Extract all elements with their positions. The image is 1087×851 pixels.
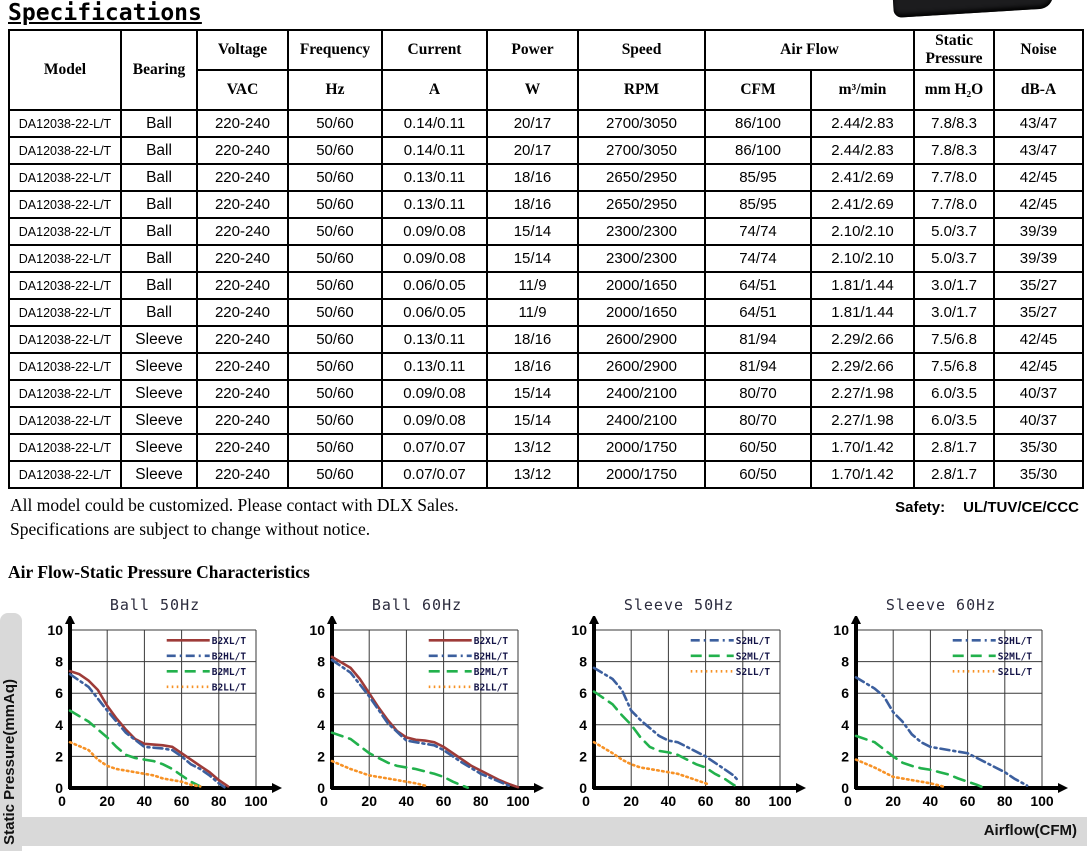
table-cell: 2650/2950	[578, 191, 705, 218]
table-cell: Ball	[121, 218, 197, 245]
table-cell: 2.44/2.83	[811, 137, 914, 164]
table-cell: 74/74	[705, 245, 811, 272]
table-cell: 20/17	[487, 137, 578, 164]
table-cell: 50/60	[288, 353, 382, 380]
header-power-unit: W	[487, 70, 578, 110]
table-cell: 7.8/8.3	[914, 137, 994, 164]
table-cell: 0.07/0.07	[382, 461, 487, 488]
x-tick-label: 60	[173, 793, 190, 809]
header-voltage: Voltage	[197, 30, 288, 70]
legend-label: B2HL/T	[473, 651, 509, 663]
table-cell: 2600/2900	[578, 326, 705, 353]
y-axis-arrow-icon	[327, 616, 337, 624]
table-cell: DA12038-22-L/T	[9, 380, 121, 407]
table-cell: 220-240	[197, 461, 288, 488]
header-airflow: Air Flow	[705, 30, 914, 70]
table-cell: 2300/2300	[578, 245, 705, 272]
table-cell: 0.06/0.05	[382, 299, 487, 326]
table-cell: 35/30	[994, 461, 1083, 488]
x-tick-label: 0	[582, 793, 590, 809]
header-frequency-unit: Hz	[288, 70, 382, 110]
table-cell: 0.09/0.08	[382, 380, 487, 407]
safety-value: UL/TUV/CE/CCC	[963, 499, 1079, 516]
y-tick-label: 8	[55, 653, 63, 670]
table-cell: 1.81/1.44	[811, 272, 914, 299]
x-tick-label: 20	[99, 793, 115, 809]
y-tick-label: 2	[579, 748, 587, 765]
charts-row	[24, 596, 1072, 828]
chart-title: Ball 50Hz	[109, 596, 201, 614]
table-row	[9, 110, 1083, 137]
table-cell: 42/45	[994, 326, 1083, 353]
table-cell: DA12038-22-L/T	[9, 353, 121, 380]
table-cell: 64/51	[705, 272, 811, 299]
table-cell: 18/16	[487, 164, 578, 191]
x-axis-arrow-icon	[534, 783, 544, 793]
chart-ball-60hz	[286, 596, 548, 828]
table-cell: 0.13/0.11	[382, 191, 487, 218]
table-row	[9, 164, 1083, 191]
table-cell: 2.27/1.98	[811, 380, 914, 407]
table-cell: 7.5/6.8	[914, 353, 994, 380]
legend-label: B2XL/T	[211, 635, 247, 647]
x-tick-label: 20	[361, 793, 377, 809]
table-cell: 2650/2950	[578, 164, 705, 191]
table-cell: 80/70	[705, 380, 811, 407]
table-row	[9, 191, 1083, 218]
table-cell: 0.14/0.11	[382, 110, 487, 137]
y-axis-arrow-icon	[65, 616, 75, 624]
table-cell: 15/14	[487, 380, 578, 407]
table-row	[9, 380, 1083, 407]
header-current-unit: A	[382, 70, 487, 110]
table-cell: 6.0/3.5	[914, 407, 994, 434]
table-row	[9, 434, 1083, 461]
legend-label: B2ML/T	[211, 666, 247, 678]
header-bearing: Bearing	[121, 30, 197, 110]
note-customization: All model could be customized. Please contact with DLX Sales.	[10, 495, 459, 515]
table-cell: 50/60	[288, 434, 382, 461]
section-title: Air Flow-Static Pressure Characteristics	[8, 562, 310, 582]
table-cell: 15/14	[487, 407, 578, 434]
y-axis-strip	[0, 613, 22, 851]
legend-label: B2LL/T	[473, 682, 509, 694]
table-cell: 50/60	[288, 380, 382, 407]
legend-label: B2ML/T	[473, 666, 509, 678]
table-cell: 43/47	[994, 137, 1083, 164]
x-tick-label: 40	[136, 793, 153, 809]
table-cell: DA12038-22-L/T	[9, 110, 121, 137]
chart-series-B2ML/T	[70, 711, 200, 787]
table-cell: DA12038-22-L/T	[9, 326, 121, 353]
chart-canvas	[26, 616, 282, 828]
table-cell: 5.0/3.7	[914, 245, 994, 272]
table-cell: 0.13/0.11	[382, 353, 487, 380]
table-cell: 50/60	[288, 407, 382, 434]
table-cell: 2700/3050	[578, 110, 705, 137]
table-cell: 50/60	[288, 245, 382, 272]
table-cell: DA12038-22-L/T	[9, 407, 121, 434]
table-row	[9, 137, 1083, 164]
header-voltage-unit: VAC	[197, 70, 288, 110]
table-cell: 20/17	[487, 110, 578, 137]
y-tick-label: 8	[841, 653, 849, 670]
safety-label: Safety:	[895, 499, 946, 516]
table-cell: 50/60	[288, 218, 382, 245]
y-tick-label: 0	[841, 780, 849, 796]
table-cell: 3.0/1.7	[914, 272, 994, 299]
header-static-pressure: Static Pressure	[914, 30, 994, 70]
table-cell: 50/60	[288, 164, 382, 191]
chart-sleeve-50hz	[548, 596, 810, 828]
x-tick-label: 60	[959, 793, 976, 809]
table-cell: 0.09/0.08	[382, 245, 487, 272]
table-cell: Sleeve	[121, 434, 197, 461]
y-tick-label: 6	[55, 685, 63, 702]
table-cell: 220-240	[197, 245, 288, 272]
x-axis-arrow-icon	[272, 783, 282, 793]
table-cell: 50/60	[288, 191, 382, 218]
y-axis-arrow-icon	[589, 616, 599, 624]
table-cell: 50/60	[288, 110, 382, 137]
x-tick-label: 60	[697, 793, 714, 809]
table-cell: 2.41/2.69	[811, 191, 914, 218]
header-power: Power	[487, 30, 578, 70]
table-cell: DA12038-22-L/T	[9, 137, 121, 164]
table-row	[9, 407, 1083, 434]
table-cell: 2700/3050	[578, 137, 705, 164]
header-model: Model	[9, 30, 121, 110]
safety-line	[895, 499, 1079, 516]
x-axis-label: Airflow(CFM)	[983, 822, 1077, 839]
legend-label: S2HL/T	[997, 635, 1033, 647]
legend-label: S2ML/T	[997, 651, 1033, 663]
table-cell: 0.06/0.05	[382, 272, 487, 299]
legend-label: B2XL/T	[473, 635, 509, 647]
table-cell: 0.13/0.11	[382, 326, 487, 353]
x-tick-label: 40	[922, 793, 939, 809]
x-tick-label: 0	[58, 793, 66, 809]
table-cell: Ball	[121, 191, 197, 218]
table-cell: 2.10/2.10	[811, 218, 914, 245]
table-cell: 2000/1650	[578, 272, 705, 299]
table-cell: 35/30	[994, 434, 1083, 461]
table-cell: Ball	[121, 137, 197, 164]
table-cell: 86/100	[705, 110, 811, 137]
header-speed-unit: RPM	[578, 70, 705, 110]
table-cell: 2.8/1.7	[914, 434, 994, 461]
table-cell: 2.27/1.98	[811, 407, 914, 434]
y-tick-label: 2	[55, 748, 63, 765]
x-tick-label: 100	[244, 793, 268, 809]
y-tick-label: 8	[317, 653, 325, 670]
table-cell: 5.0/3.7	[914, 218, 994, 245]
table-cell: Sleeve	[121, 407, 197, 434]
y-tick-label: 2	[841, 748, 849, 765]
x-tick-label: 20	[885, 793, 901, 809]
x-axis-arrow-icon	[796, 783, 806, 793]
table-cell: 2000/1650	[578, 299, 705, 326]
table-cell: DA12038-22-L/T	[9, 299, 121, 326]
table-cell: 86/100	[705, 137, 811, 164]
table-cell: 18/16	[487, 353, 578, 380]
table-cell: 2.44/2.83	[811, 110, 914, 137]
table-cell: 220-240	[197, 164, 288, 191]
table-cell: 2400/2100	[578, 380, 705, 407]
table-cell: 80/70	[705, 407, 811, 434]
y-tick-label: 4	[579, 716, 587, 733]
table-cell: 220-240	[197, 326, 288, 353]
legend-label: S2HL/T	[735, 635, 771, 647]
table-cell: 40/37	[994, 380, 1083, 407]
table-cell: Ball	[121, 164, 197, 191]
x-axis-arrow-icon	[1058, 783, 1068, 793]
y-tick-label: 10	[833, 622, 849, 638]
specifications-table	[8, 29, 1084, 489]
legend-label: B2LL/T	[211, 682, 247, 694]
table-cell: 0.13/0.11	[382, 164, 487, 191]
table-cell: 2.41/2.69	[811, 164, 914, 191]
table-row	[9, 299, 1083, 326]
y-tick-label: 10	[47, 622, 63, 638]
table-cell: 50/60	[288, 272, 382, 299]
x-tick-label: 0	[320, 793, 328, 809]
y-tick-label: 0	[317, 780, 325, 796]
table-cell: 11/9	[487, 299, 578, 326]
chart-canvas	[550, 616, 806, 828]
x-tick-label: 20	[623, 793, 639, 809]
y-tick-label: 10	[309, 622, 325, 638]
table-cell: 50/60	[288, 137, 382, 164]
header-noise: Noise	[994, 30, 1083, 70]
chart-series-B2HL/T	[70, 674, 224, 787]
header-airflow-cfm-unit: CFM	[705, 70, 811, 110]
y-tick-label: 6	[841, 685, 849, 702]
table-cell: 7.8/8.3	[914, 110, 994, 137]
y-tick-label: 6	[317, 685, 325, 702]
table-cell: 220-240	[197, 380, 288, 407]
y-axis-label: Static Pressure(mmAq)	[1, 679, 18, 845]
table-cell: 43/47	[994, 110, 1083, 137]
table-cell: 220-240	[197, 110, 288, 137]
chart-series-B2LL/T	[332, 761, 425, 786]
table-row	[9, 461, 1083, 488]
chart-canvas	[812, 616, 1068, 828]
table-cell: 1.70/1.42	[811, 461, 914, 488]
table-cell: DA12038-22-L/T	[9, 164, 121, 191]
table-cell: 35/27	[994, 272, 1083, 299]
table-cell: DA12038-22-L/T	[9, 272, 121, 299]
table-cell: 42/45	[994, 164, 1083, 191]
table-row	[9, 272, 1083, 299]
table-cell: 220-240	[197, 299, 288, 326]
table-cell: Ball	[121, 299, 197, 326]
table-cell: 2.10/2.10	[811, 245, 914, 272]
table-cell: 42/45	[994, 353, 1083, 380]
x-tick-label: 80	[211, 793, 227, 809]
y-tick-label: 0	[579, 780, 587, 796]
table-cell: 220-240	[197, 353, 288, 380]
table-cell: 2400/2100	[578, 407, 705, 434]
table-cell: 220-240	[197, 191, 288, 218]
table-cell: 220-240	[197, 272, 288, 299]
table-cell: Sleeve	[121, 461, 197, 488]
table-cell: 81/94	[705, 326, 811, 353]
table-cell: 2000/1750	[578, 461, 705, 488]
table-cell: 0.07/0.07	[382, 434, 487, 461]
table-cell: Ball	[121, 245, 197, 272]
table-cell: 15/14	[487, 245, 578, 272]
table-cell: 220-240	[197, 407, 288, 434]
fan-photo-corner	[892, 0, 1053, 18]
table-cell: 2300/2300	[578, 218, 705, 245]
table-cell: DA12038-22-L/T	[9, 218, 121, 245]
table-row	[9, 353, 1083, 380]
table-cell: 220-240	[197, 218, 288, 245]
table-cell: 74/74	[705, 218, 811, 245]
table-cell: 11/9	[487, 272, 578, 299]
table-cell: 60/50	[705, 461, 811, 488]
table-cell: 7.7/8.0	[914, 191, 994, 218]
chart-series-B2LL/T	[70, 742, 200, 786]
x-tick-label: 80	[473, 793, 489, 809]
x-tick-label: 100	[768, 793, 792, 809]
table-cell: 39/39	[994, 218, 1083, 245]
header-frequency: Frequency	[288, 30, 382, 70]
table-cell: 35/27	[994, 299, 1083, 326]
chart-series-S2ML/T	[856, 736, 983, 787]
table-cell: 85/95	[705, 164, 811, 191]
table-cell: 7.7/8.0	[914, 164, 994, 191]
table-cell: 60/50	[705, 434, 811, 461]
table-cell: 6.0/3.5	[914, 380, 994, 407]
table-cell: 13/12	[487, 461, 578, 488]
x-tick-label: 80	[997, 793, 1013, 809]
chart-series-S2LL/T	[856, 760, 945, 788]
chart-ball-50hz	[24, 596, 286, 828]
table-cell: 85/95	[705, 191, 811, 218]
table-cell: 0.09/0.08	[382, 407, 487, 434]
table-cell: Sleeve	[121, 380, 197, 407]
x-tick-label: 100	[1030, 793, 1054, 809]
y-tick-label: 4	[841, 716, 849, 733]
table-row	[9, 326, 1083, 353]
header-noise-unit: dB-A	[994, 70, 1083, 110]
table-cell: 50/60	[288, 461, 382, 488]
chart-sleeve-60hz	[810, 596, 1072, 828]
y-tick-label: 4	[317, 716, 325, 733]
table-cell: 2000/1750	[578, 434, 705, 461]
y-tick-label: 4	[55, 716, 63, 733]
chart-title: Sleeve 60Hz	[885, 596, 997, 614]
chart-canvas	[288, 616, 544, 828]
y-tick-label: 2	[317, 748, 325, 765]
table-cell: 18/16	[487, 191, 578, 218]
table-cell: 2600/2900	[578, 353, 705, 380]
table-cell: Sleeve	[121, 326, 197, 353]
legend-label: S2ML/T	[735, 651, 771, 663]
table-cell: 50/60	[288, 326, 382, 353]
note-change: Specifications are subject to change without notice.	[10, 519, 371, 539]
x-tick-label: 60	[435, 793, 452, 809]
header-airflow-m3-unit: m³/min	[811, 70, 914, 110]
table-cell: DA12038-22-L/T	[9, 245, 121, 272]
table-cell: 7.5/6.8	[914, 326, 994, 353]
chart-series-B2XL/T	[70, 671, 228, 786]
table-cell: 3.0/1.7	[914, 299, 994, 326]
table-cell: 1.70/1.42	[811, 434, 914, 461]
header-current: Current	[382, 30, 487, 70]
table-cell: 18/16	[487, 326, 578, 353]
chart-title: Ball 60Hz	[371, 596, 463, 614]
y-tick-label: 0	[55, 780, 63, 796]
x-tick-label: 0	[844, 793, 852, 809]
spec-table-body	[9, 110, 1083, 488]
table-cell: DA12038-22-L/T	[9, 461, 121, 488]
legend-label: S2LL/T	[735, 666, 771, 678]
table-cell: DA12038-22-L/T	[9, 434, 121, 461]
table-cell: 40/37	[994, 407, 1083, 434]
table-header	[9, 30, 1083, 110]
header-static-pressure-unit: mm H₂O	[914, 70, 994, 110]
y-tick-label: 6	[579, 685, 587, 702]
y-tick-label: 10	[571, 622, 587, 638]
table-cell: 1.81/1.44	[811, 299, 914, 326]
table-cell: 220-240	[197, 434, 288, 461]
table-row	[9, 245, 1083, 272]
table-cell: 81/94	[705, 353, 811, 380]
x-tick-label: 100	[506, 793, 530, 809]
y-axis-arrow-icon	[851, 616, 861, 624]
table-cell: 0.14/0.11	[382, 137, 487, 164]
table-cell: 50/60	[288, 299, 382, 326]
legend-label: S2LL/T	[997, 666, 1033, 678]
x-tick-label: 40	[398, 793, 415, 809]
table-cell: 2.29/2.66	[811, 353, 914, 380]
x-tick-label: 40	[660, 793, 677, 809]
table-cell: 2.29/2.66	[811, 326, 914, 353]
table-cell: 15/14	[487, 218, 578, 245]
table-cell: Sleeve	[121, 353, 197, 380]
table-cell: 64/51	[705, 299, 811, 326]
y-tick-label: 8	[579, 653, 587, 670]
table-cell: 13/12	[487, 434, 578, 461]
table-cell: 0.09/0.08	[382, 218, 487, 245]
table-cell: 220-240	[197, 137, 288, 164]
table-cell: Ball	[121, 110, 197, 137]
x-tick-label: 80	[735, 793, 751, 809]
table-cell: 42/45	[994, 191, 1083, 218]
table-row	[9, 218, 1083, 245]
table-cell: 2.8/1.7	[914, 461, 994, 488]
chart-title: Sleeve 50Hz	[623, 596, 735, 614]
header-speed: Speed	[578, 30, 705, 70]
table-cell: Ball	[121, 272, 197, 299]
page-title: Specifications	[8, 0, 202, 26]
table-cell: 39/39	[994, 245, 1083, 272]
table-cell: DA12038-22-L/T	[9, 191, 121, 218]
legend-label: B2HL/T	[211, 651, 247, 663]
